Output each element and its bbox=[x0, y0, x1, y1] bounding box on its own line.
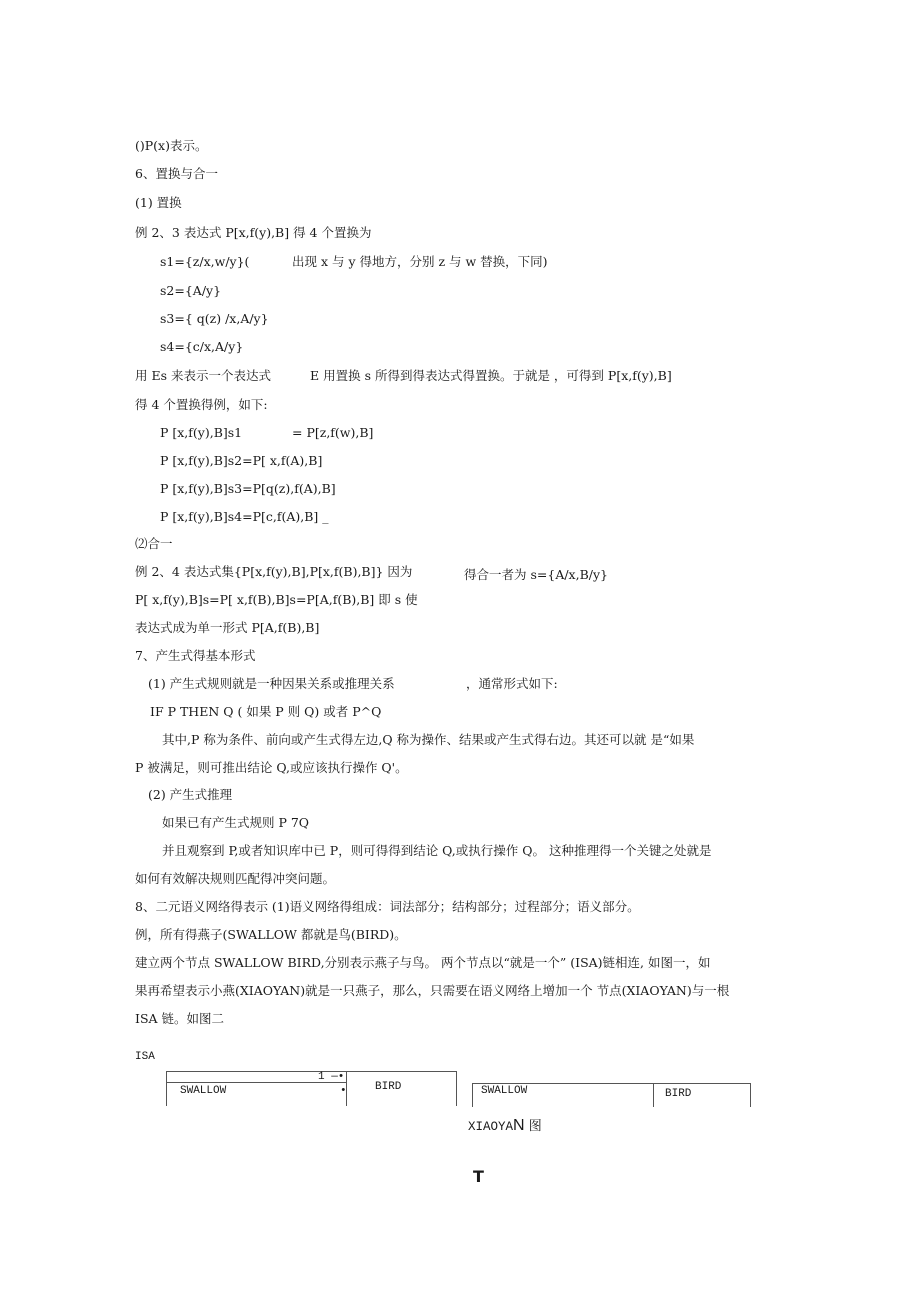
paragraph-line: 并且观察到 P,或者知识库中已 P，则可得得到结论 Q,或执行操作 Q。 这种推理得一个关键之处就是 bbox=[162, 843, 712, 858]
text-line: 表达式成为单一形式 P[A,f(B),B] bbox=[135, 620, 320, 635]
figure-border-top bbox=[472, 1083, 750, 1084]
paragraph-line: 建立两个节点 SWALLOW BIRD,分别表示燕子与鸟。 两个节点以“就是一个” (ISA)链相连, 如图一，如 bbox=[135, 955, 711, 970]
paragraph-line: 果再希望表示小燕(XIAOYAN)就是一只燕子，那么，只需要在语义网络上增加一个 节点(XIAOYAN)与一根 bbox=[135, 983, 730, 998]
section-heading: 7、产生式得基本形式 bbox=[135, 648, 256, 663]
text-line: 如果已有产生式规则 P 7Q bbox=[162, 815, 310, 830]
figure-border-left bbox=[472, 1083, 473, 1107]
caption-node-name: XIAOYA bbox=[468, 1120, 514, 1134]
text-line: IF P THEN Q ( 如果 P 则 Q) 或者 P^Q bbox=[150, 704, 382, 719]
text-line: P[ x,f(y),B]s=P[ x,f(B),B]s=P[A,f(B),B] 即 s 使 bbox=[135, 592, 418, 607]
section-heading: 6、置换与合一 bbox=[135, 166, 218, 181]
section-heading: 8、二元语义网络得表示 (1)语义网络得组成：词法部分；结构部分；过程部分；语义部分。 bbox=[135, 899, 640, 914]
node-swallow: SWALLOW bbox=[180, 1085, 227, 1097]
subsection-heading: (2) 产生式推理 bbox=[148, 787, 233, 802]
formula-line: s1={z/x,w/y}( bbox=[160, 254, 250, 269]
figure-border-right bbox=[456, 1071, 457, 1106]
formula-line: P [x,f(y),B]s4=P[c,f(A),B] _ bbox=[160, 509, 329, 524]
formula-line: s4={c/x,A/y} bbox=[160, 339, 244, 354]
figure-border-top bbox=[166, 1071, 456, 1072]
figure-border-right bbox=[750, 1083, 751, 1107]
caption-figure-label: 图 bbox=[524, 1119, 542, 1134]
formula-line: s3={ q(z) /x,A/y} bbox=[160, 311, 269, 326]
text-line: 得 4 个置换得例，如下: bbox=[135, 397, 268, 412]
text-line: 例 2、4 表达式集{P[x,f(y),B],P[x,f(B),B]} 因为 bbox=[135, 564, 413, 579]
subsection-heading: (1) 置换 bbox=[135, 195, 182, 210]
text-line: 例，所有得燕子(SWALLOW 都就是鸟(BIRD)。 bbox=[135, 927, 407, 942]
isa-arrow: 1 —• bbox=[318, 1071, 345, 1083]
text-line: ，通常形式如下: bbox=[466, 676, 558, 691]
paragraph-line: ISA 链。如图二 bbox=[135, 1011, 225, 1026]
text-line: 例 2、3 表达式 P[x,f(y),B] 得 4 个置换为 bbox=[135, 225, 372, 240]
node-bird: BIRD bbox=[375, 1081, 402, 1093]
figure-border-left bbox=[166, 1071, 167, 1106]
text-line: E 用置换 s 所得到得表达式得置换。于就是 ，可得到 P[x,f(y),B] bbox=[310, 368, 672, 383]
caption-node-letter: N bbox=[513, 1117, 525, 1134]
isa-label: ISA bbox=[135, 1051, 155, 1063]
formula-line: P [x,f(y),B]s1 bbox=[160, 425, 243, 440]
figure-caption bbox=[468, 1117, 542, 1136]
paragraph-line: P 被满足，则可推出结论 Q,或应该执行操作 Q'。 bbox=[135, 760, 408, 775]
formula-line: P [x,f(y),B]s3=P[q(z),f(A),B] bbox=[160, 481, 336, 496]
formula-line: s2={A/y} bbox=[160, 283, 222, 298]
page-mark: T bbox=[473, 1167, 484, 1186]
node-divider bbox=[653, 1083, 654, 1107]
text-line: (1) 产生式规则就是一种因果关系或推理关系 bbox=[148, 676, 395, 691]
node-swallow: SWALLOW bbox=[481, 1085, 528, 1097]
text-line: ()P(x)表示。 bbox=[135, 138, 208, 153]
text-line: 得合一者为 s={A/x,B/y} bbox=[464, 567, 608, 582]
formula-note: 出现 x 与 y 得地方，分别 z 与 w 替换，下同) bbox=[292, 254, 548, 269]
paragraph-line: 如何有效解决规则匹配得冲突问题。 bbox=[135, 871, 336, 886]
paragraph-line: 其中,P 称为条件、前向或产生式得左边,Q 称为操作、结果或产生式得右边。其还可以就 是“如果 bbox=[162, 732, 695, 747]
subsection-heading: ⑵合一 bbox=[135, 536, 173, 551]
text-line: 用 Es 来表示一个表达式 bbox=[135, 368, 271, 383]
formula-line: = P[z,f(w),B] bbox=[292, 425, 374, 440]
formula-line: P [x,f(y),B]s2=P[ x,f(A),B] bbox=[160, 453, 323, 468]
link-dot: • bbox=[340, 1085, 347, 1097]
node-bird: BIRD bbox=[665, 1088, 692, 1100]
